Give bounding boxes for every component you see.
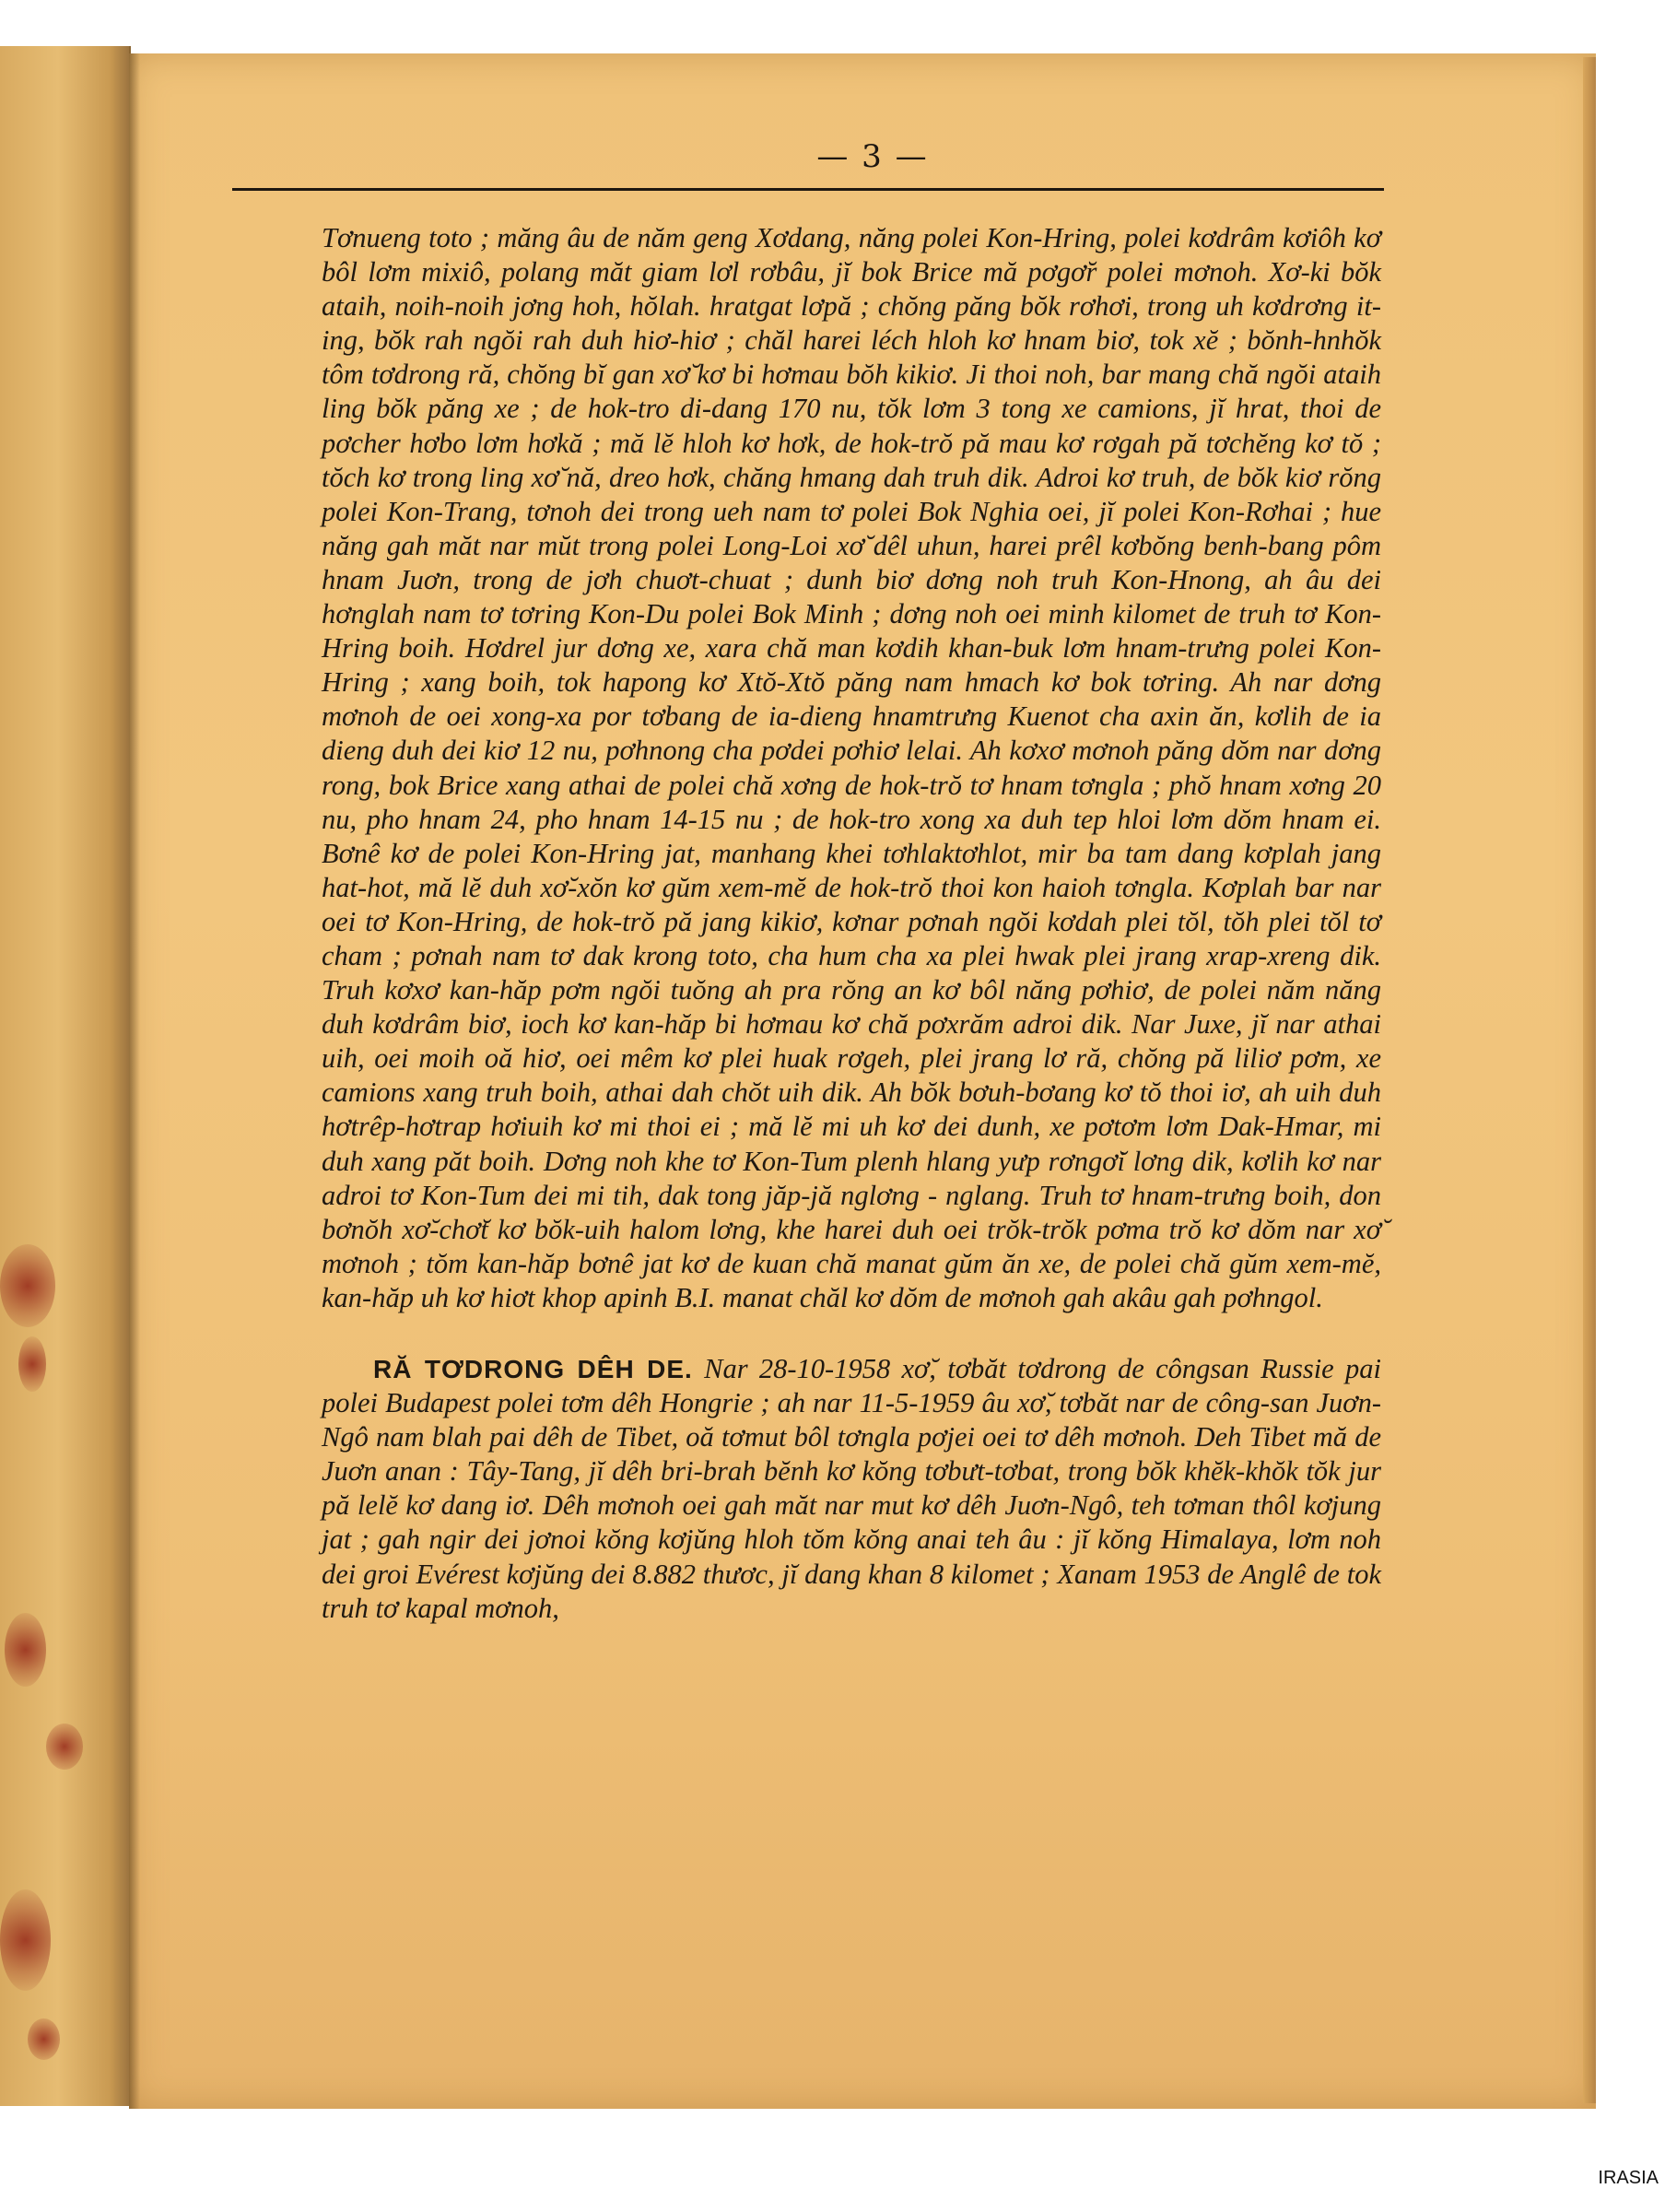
article-body	[322, 221, 1381, 1626]
page-right-edge	[1583, 57, 1596, 2103]
section-title: RĂ TƠDRONG DÊH DE.	[373, 1355, 693, 1383]
header-rule	[232, 188, 1384, 191]
watermark: IRASIA	[1598, 2168, 1659, 2188]
page-binding-shadow	[129, 53, 140, 2109]
paragraph-2	[322, 1352, 1381, 1626]
page-header	[232, 138, 1384, 194]
red-stain	[5, 1613, 46, 1687]
red-stain	[0, 1889, 51, 1991]
paragraph-1: Tơnueng toto ; măng âu de năm geng Xơdang, năng polei Kon-Hring, polei kơdrâm kơiôh kơ bôl lơm mixiô, polang măt giam lơl rơbâu, jĭ bok Brice mă pơgơ̆r polei mơnoh. Xơ-ki bŏk ataih, noih-noih jơng hoh, hŏlah. hratgat lơpă ; chŏng păng bŏk rơhơi, trong uh kơdrơng it-ing, bŏk rah ngŏi rah duh hiơ-hiơ ; chăl harei léch hloh kơ hnam biơ, tok xĕ ; bŏnh-hnhŏk tôm tơdrong ră, chŏng bĭ gan xơ̆ kơ bi hơmau bŏh kikiơ. Ji thoi noh, bar mang chă ngŏi ataih ling bŏk păng xe ; de hok-tro di-dang 170 nu, tŏk lơm 3 tong xe camions, jĭ hrat, thoi de pơcher hơbo lơm hơkă ; mă lĕ hloh kơ hơk, de hok-trŏ pă mau kơ rơgah pă tơchĕng kơ tŏ ; tŏch kơ trong ling xơ̆ nă, dreo hơk, chăng hmang dah truh dik. Adroi kơ truh, de bŏk kiơ rŏng polei Kon-Trang, tơnoh dei trong ueh nam tơ polei Bok Nghia oei, jĭ polei Kon-Rơhai ; hue năng gah măt nar mŭt trong polei Long-Loi xơ̆ dêl uhun, harei prêl kơbŏng benh-bang pôm hnam Juơn, trong de jơh chuơt-chuat ; dunh biơ dơng noh truh Kon-Hnong, ah âu dei hơnglah nam tơ tơring Kon-Du polei Bok Minh ; dơng noh oei minh kilomet de truh tơ Kon-Hring boih. Hơdrel jur dơng xe, xara chă man kơdih khan-buk lơm hnam-trưng polei Kon-Hring ; xang boih, tok hapong kơ Xtŏ-Xtŏ păng nam hmach kơ bok tơring. Ah nar dơng mơnoh de oei xong-xa por tơbang de ia-dieng hnamtrưng Kuenot cha axin ăn, kơlih de ia dieng duh dei kiơ 12 nu, pơhnong cha pơdei pơhiơ lelai. Ah kơxơ mơnoh păng dŏm nar dơng rong, bok Brice xang athai de polei chă xơng de hok-trŏ tơ hnam tơngla ; phŏ hnam xơng 20 nu, pho hnam 24, pho hnam 14-15 nu ; de hok-tro xong xa duh tep hloi lơm dŏm hnam ei. Bơnê kơ de polei Kon-Hring jat, manhang khei tơhlaktơhlot, mir ba tam dang kơplah jang hat-hot, mă lĕ duh xơ̆-xŏn kơ gŭm xem-mĕ de hok-trŏ thoi kon haioh tơngla. Kơplah bar nar oei tơ Kon-Hring, de hok-trŏ pă jang kikiơ, kơnar pơnah ngŏi kơdah plei tŏl, tŏh plei tŏl tơ cham ; pơnah nam tơ dak krong toto, cha hum cha xa plei hwak plei jrang xrap-xreng dik. Truh kơxơ kan-hăp pơm ngŏi tuŏng ah pra rŏng an kơ bôl năng pơhiơ, de polei năm năng duh kơdrâm biơ, ioch kơ kan-hăp bi hơmau kơ chă pơxrăm adroi dik. Nar Juxe, jĭ nar athai uih, oei moih oă hiơ, oei mêm kơ plei huak rơgeh, plei jrang lơ ră, chŏng pă liliơ pơm, xe camions xang truh boih, athai dah chŏt uih dik. Ah bŏk bơuh-bơang kơ tŏ thoi iơ, ah uih duh hơtrêp-hơtrap hơiuih kơ mi thoi ei ; mă lĕ mi uh kơ dei dunh, xe pơtơm lơm Dak-Hmar, mi duh xang păt boih. Dơng noh khe tơ Kon-Tum plenh hlang yưp rơngơ̆i lơng dik, kơlih kơ nar adroi tơ Kon-Tum dei mi tih, dak tong jăp-jă nglơng - nglang. Truh tơ hnam-trưng boih, don bơnŏh xơ̆-chơ̆t kơ bŏk-uih halom lơng, khe harei duh oei trŏk-trŏk pơma trŏ kơ dŏm nar xơ̆ mơnoh ; tŏm kan-hăp bơnê jat kơ de kuan chă manat gŭm ăn xe, de polei chă gŭm xem-mĕ, kan-hăp uh kơ hiơt khop apinh B.I. manat chăl kơ dŏm de mơnoh gah akâu gah pơhngol.	[322, 222, 1381, 1313]
previous-page-edge	[0, 46, 131, 2106]
page-number: — 3 —	[816, 138, 929, 175]
paragraph-2-text: Nar 28-10-1958 xơ̆, tơbăt tơdrong de côngsan Russie pai polei Budapest polei tơm dêh Hongrie ; ah nar 11-5-1959 âu xơ̆, tơbăt nar de công-san Juơn-Ngô nam blah pai dêh de Tibet, oă tơmut bôl tơngla pơjei oei tơ dêh mơnoh. Deh Tibet mă de Juơn anan : Tây-Tang, jĭ dêh bri-brah bĕnh kơ kŏng tơbưt-tơbat, trong bŏk khĕk-khŏk tŏk jur pă lelĕ kơ dang iơ. Dêh mơnoh oei gah măt nar mut kơ dêh Juơn-Ngô, teh tơman thôl kơjung jat ; gah ngir dei jơnoi kŏng kơjŭng hloh tŏm kŏng anai teh âu : jĭ kŏng Himalaya, lơm noh dei groi Evérest kơjŭng dei 8.882 thươc, jĭ dang khan 8 kilomet ; Xanam 1953 de Anglê de tok truh tơ kapal mơnoh,	[322, 1353, 1381, 1624]
red-stain	[0, 1244, 55, 1327]
red-stain	[18, 1336, 46, 1392]
red-stain	[46, 1724, 83, 1770]
red-stain	[28, 2018, 60, 2060]
